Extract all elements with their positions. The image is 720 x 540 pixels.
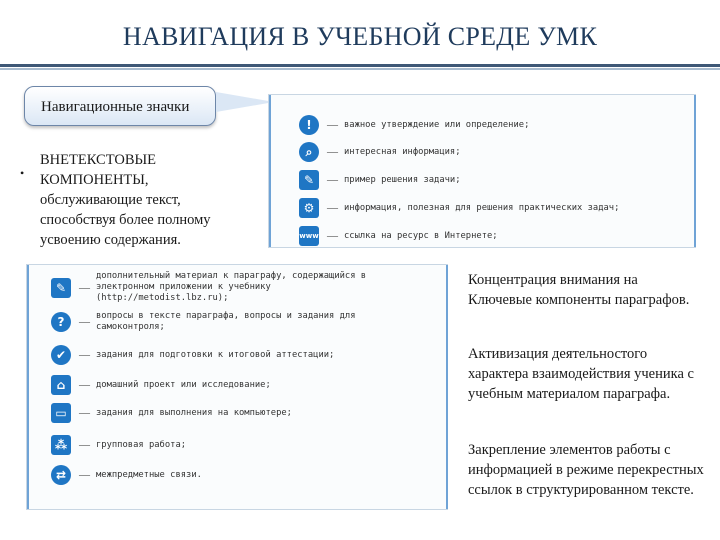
legend-text: интересная информация; xyxy=(344,147,461,157)
list-item xyxy=(51,375,271,395)
pencil-icon: ✎ xyxy=(51,278,71,298)
slide-title: НАВИГАЦИЯ В УЧЕБНОЙ СРЕДЕ УМК xyxy=(122,22,598,51)
dash: — xyxy=(327,119,338,131)
checkmark-icon: ✔ xyxy=(51,345,71,365)
list-item xyxy=(51,435,186,455)
legend-text: пример решения задачи; xyxy=(344,175,461,185)
gear-icon: ⚙ xyxy=(299,198,319,218)
list-item xyxy=(51,403,292,423)
list-item xyxy=(51,465,202,485)
list-item xyxy=(299,142,461,162)
www-icon: www xyxy=(299,226,319,246)
callout-pointer xyxy=(216,92,274,112)
dash: — xyxy=(79,281,90,294)
dash: — xyxy=(79,407,90,419)
legend-text: задания для подготовки к итоговой аттестации; xyxy=(96,350,335,360)
house-icon: ⌂ xyxy=(51,375,71,395)
activation-text: Активизация деятельностого характера взаимодействия ученика с учебным материалом параграфа. xyxy=(468,346,694,402)
dash: — xyxy=(79,469,90,481)
legend-text: информация, полезная для решения практических задач; xyxy=(344,203,620,213)
extratext-components-text xyxy=(40,150,268,250)
callout-navigation-icons: Навигационные значки xyxy=(24,86,216,126)
group-icon: ⁂ xyxy=(51,435,71,455)
list-item xyxy=(299,198,619,218)
icon-legend-bottom xyxy=(26,264,448,510)
list-item xyxy=(299,115,529,135)
title-divider-light xyxy=(0,68,720,70)
legend-text: групповая работа; xyxy=(96,440,187,450)
legend-text: вопросы в тексте параграфа, вопросы и задания для самоконтроля; xyxy=(96,311,356,332)
list-item xyxy=(299,226,498,246)
list-item xyxy=(51,271,396,304)
legend-text: межпредметные связи. xyxy=(96,470,202,480)
link-arrows-icon: ⇄ xyxy=(51,465,71,485)
dash: — xyxy=(327,146,338,158)
line: усвоению содержания. xyxy=(40,232,181,248)
dash: — xyxy=(327,202,338,214)
focus-text: Концентрация внимания на Ключевые компоненты параграфов. xyxy=(468,272,690,308)
dash: — xyxy=(79,439,90,451)
list-item xyxy=(51,345,334,365)
exclamation-icon: ! xyxy=(299,115,319,135)
magnifier-icon: ⌕ xyxy=(299,142,319,162)
dash: — xyxy=(79,316,90,328)
list-item xyxy=(51,311,396,333)
dash: — xyxy=(79,349,90,361)
reinforcement-text: Закрепление элементов работы с информацией в режиме перекрестных ссылок в структурированном тексте. xyxy=(468,442,704,498)
list-item xyxy=(299,170,461,190)
legend-text: дополнительный материал к параграфу, содержащийся в электронном приложении к учебнику (http://metodist.lbz.ru); xyxy=(96,271,367,303)
dash: — xyxy=(79,379,90,391)
legend-text: важное утверждение или определение; xyxy=(344,120,530,130)
bullet-marker: • xyxy=(20,166,25,180)
pencil-icon: ✎ xyxy=(299,170,319,190)
line: обслуживающие текст, xyxy=(40,192,181,208)
line: ВНЕТЕКСТОВЫЕ xyxy=(40,152,157,168)
line: способствуя более полному xyxy=(40,212,211,228)
computer-icon: ▭ xyxy=(51,403,71,423)
question-icon: ? xyxy=(51,312,71,332)
legend-text: задания для выполнения на компьютере; xyxy=(96,408,292,418)
dash: — xyxy=(327,230,338,242)
legend-text: домашний проект или исследование; xyxy=(96,380,271,390)
icon-legend-top xyxy=(268,94,696,248)
line: КОМПОНЕНТЫ, xyxy=(40,172,149,188)
dash: — xyxy=(327,174,338,186)
title-divider xyxy=(0,64,720,67)
legend-text: ссылка на ресурс в Интернете; xyxy=(344,231,498,241)
